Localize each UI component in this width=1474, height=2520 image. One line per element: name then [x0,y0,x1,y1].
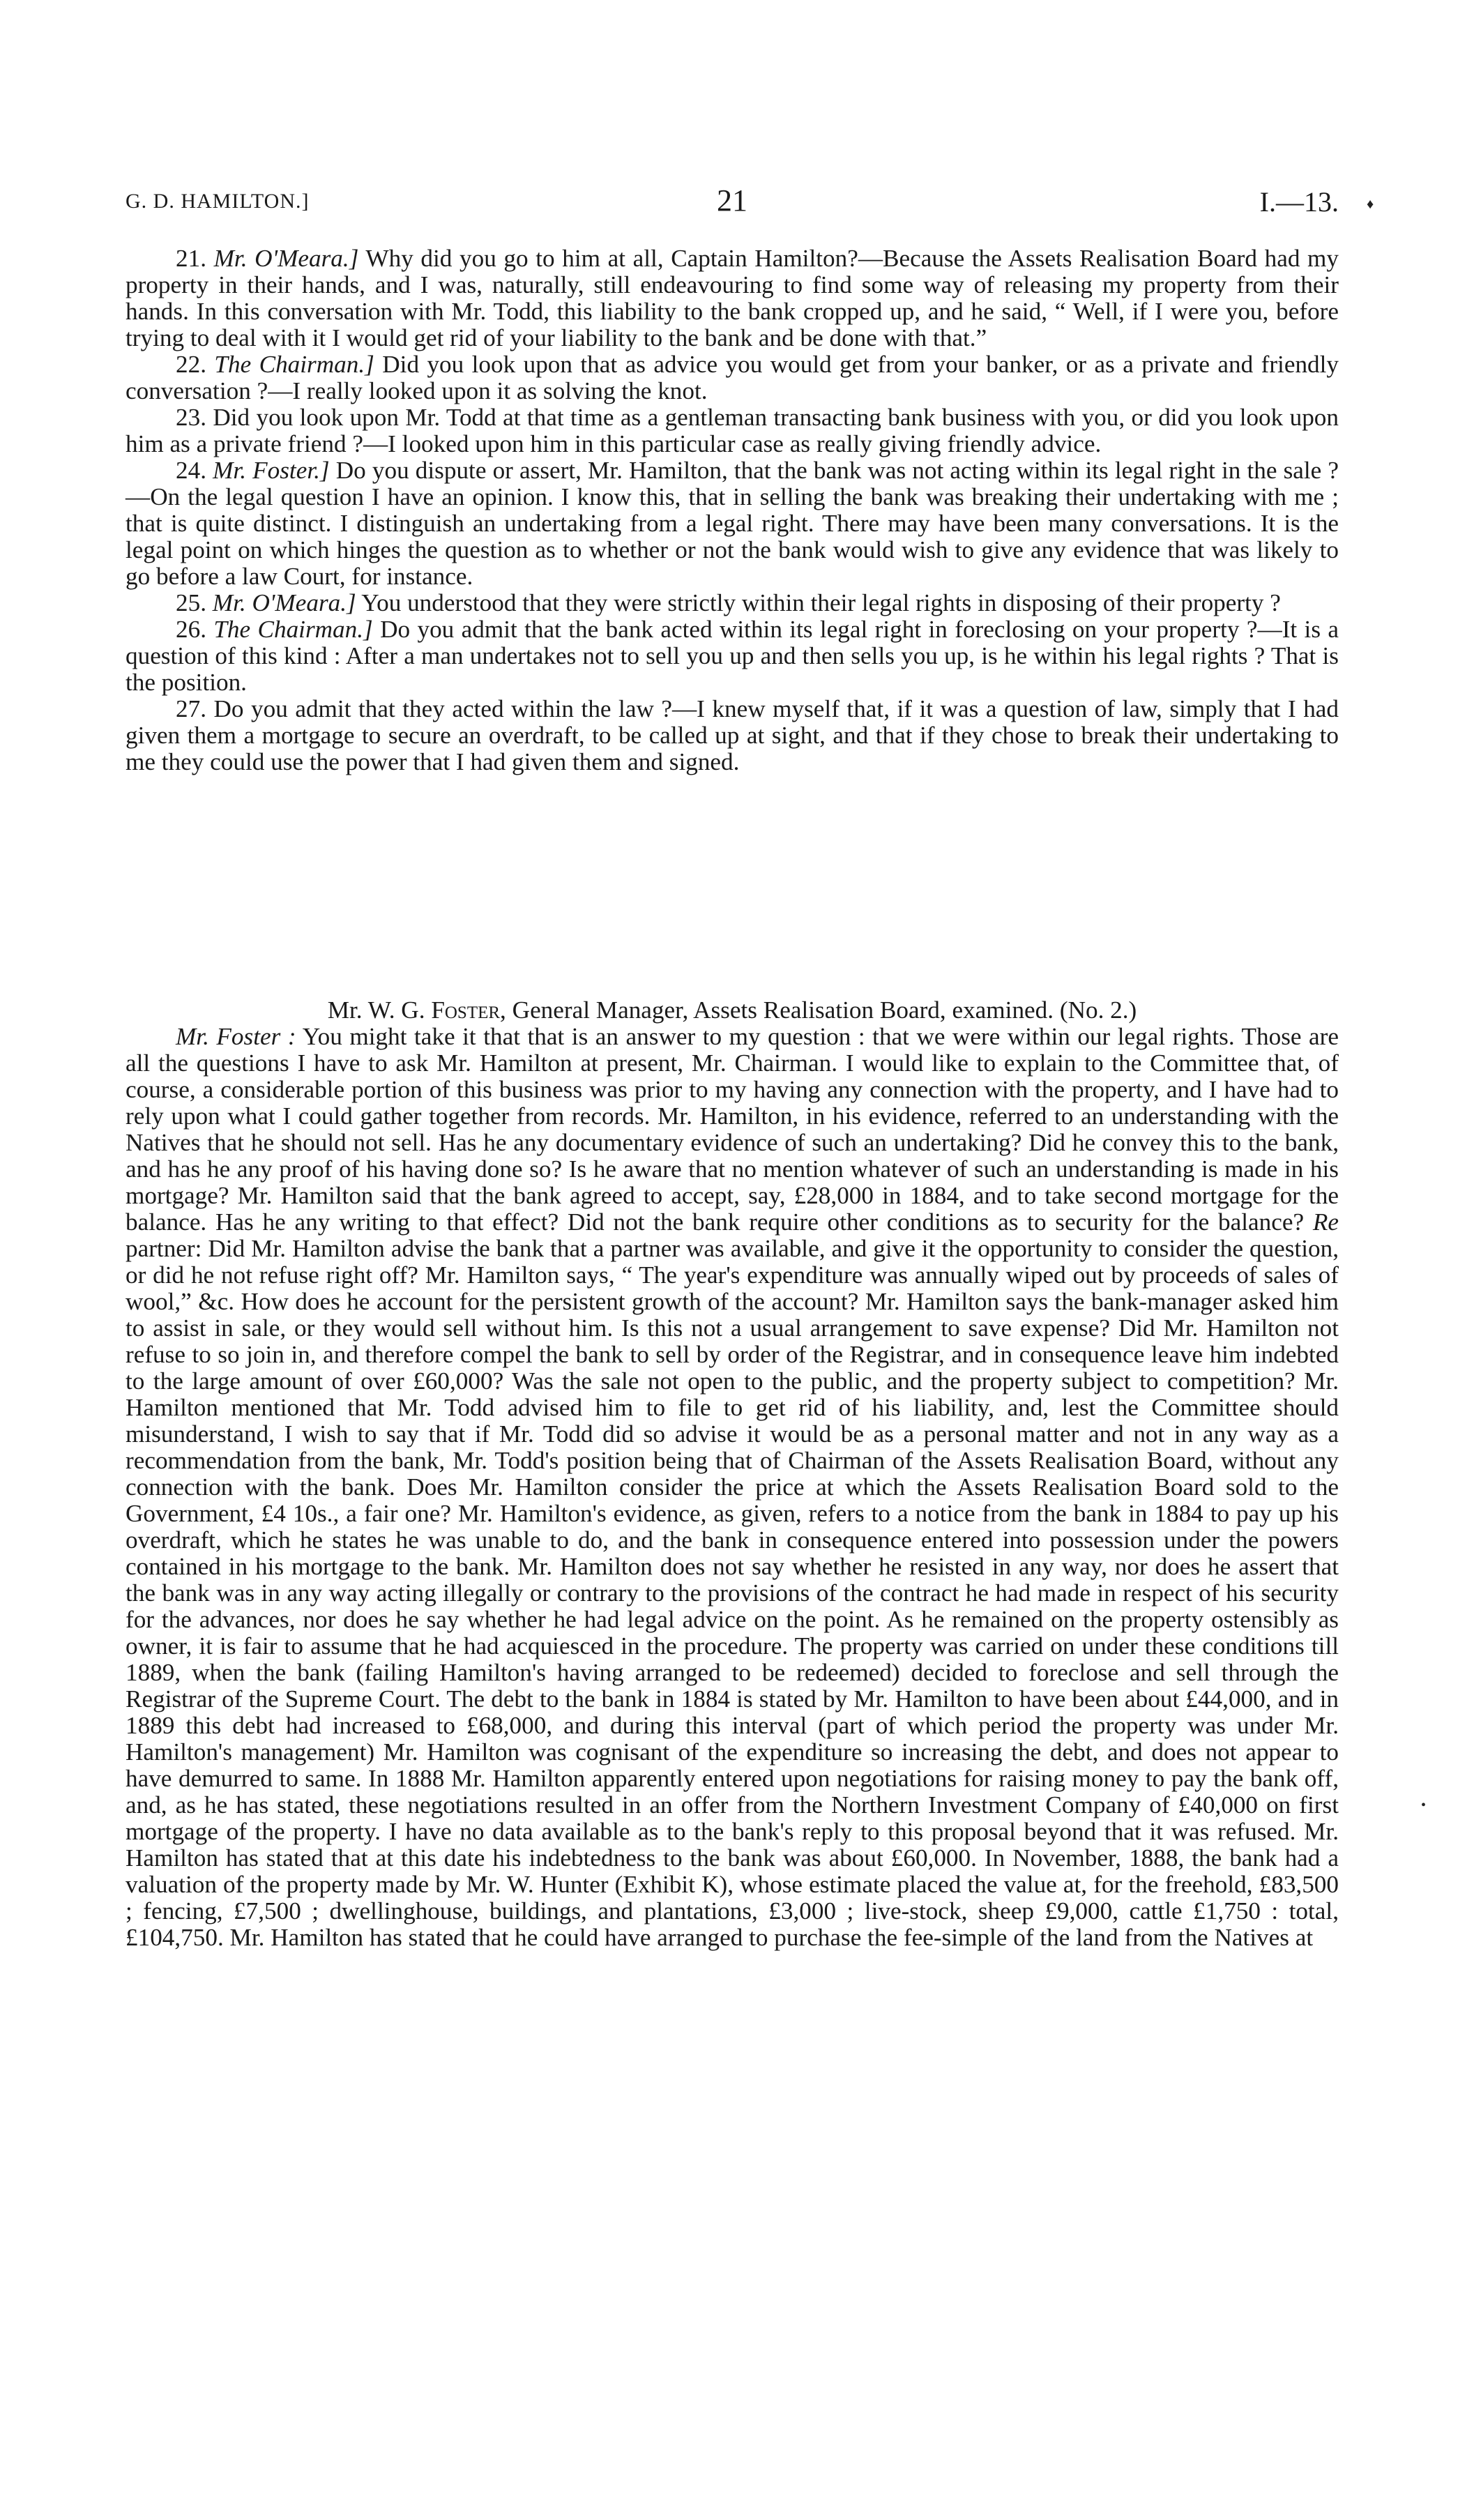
margin-dot: • [1421,1798,1427,1813]
page-header [126,183,1339,225]
witness-name-header: G. D. HAMILTON.] [126,190,310,213]
qa-paragraph-25 [126,590,1339,616]
document-page [126,0,1427,2520]
qa-text: Did you look upon that as advice you would get from your banker, or as a private and friendly conversation ?—I really looked upon it as solving the knot. [126,351,1339,404]
question-number: 24. [176,457,206,484]
speaker-label: Mr. Foster.] [213,457,330,484]
speaker-label: Mr. O'Meara.] [212,589,356,616]
statement-text-continued: partner: Did Mr. Hamilton advise the bank that a partner was available, and give it the opportunity to consider the question, or did he not refuse right off? Mr. Hamilton says, “ The year's expenditure was annually wiped out by proceeds of sales of wool,” &c. How does he account for the persistent growth of the account? Mr. Hamilton says the bank-manager asked him to assist in sale, or they would sell without him. Is this not a usual arrangement to save expense? Did Mr. Hamilton not refuse to so join in, and therefore compel the bank to sell by order of the Registrar, and in consequence leave him indebted to the large amount of over £60,000? Was the sale not open to the public, and the property subject to competition? Mr. Hamilton mentioned that Mr. Todd advised him to file to get rid of his liability, and, lest the Committee should misunderstand, I wish to say that if Mr. Todd did so advise it would be as a personal matter and not in any way as a recommendation from the bank, Mr. Todd's position being that of Chairman of the Assets Realisation Board, without any connection with the bank. Does Mr. Hamilton consider the price at which the Assets Realisation Board sold to the Government, £4 10s., a fair one? Mr. Hamilton's evidence, as given, refers to a notice from the bank in 1884 to pay up his overdraft, which he states he was unable to do, and the bank in consequence entered into possession under the powers contained in his mortgage to the bank. Mr. Hamilton does not say whether he resisted in any way, nor does he assert that the bank was in any way acting illegally or contrary to the provisions of the contract he had made in respect of his security for the advances, nor does he say whether he had legal advice on the point. As he remained on the property ostensibly as owner, it is fair to assume that he had acquiesced in the procedure. The property was carried on under these conditions till 1889, when the bank (failing Hamilton's having arranged to be redeemed) decided to foreclose and sell through the Registrar of the Supreme Court. The debt to the bank in 1884 is stated by Mr. Hamilton to have been about £44,000, and in 1889 this debt had increased to £68,000, and during this interval (part of which period the property was under Mr. Hamilton's management) Mr. Hamilton was cognisant of the expenditure so increasing the debt, and does not appear to have demurred to same. In 1888 Mr. Hamilton apparently entered upon negotiations for raising money to pay the bank off, and, as he has stated, these negotiations resulted in an offer from the Northern Investment Company of £40,000 on first mortgage of the property. I have no data available as to the bank's reply to this proposal beyond that it was refused. Mr. Hamilton has stated that at this date his indebtedness to the bank was about £60,000. In November, 1888, the bank had a valuation of the property made by Mr. W. Hunter (Exhibit K), whose estimate placed the value at, for the freehold, £83,500 ; fencing, £7,500 ; dwellinghouse, buildings, and plantations, £3,000 ; live-stock, sheep £9,000, cattle £1,750 : total, £104,750. Mr. Hamilton has stated that he could have arranged to purchase the fee-simple of the land from the Natives at [126,1235,1339,1951]
page-number: 21 [717,183,747,218]
witness-surname: Foster, [431,996,506,1024]
qa-text: Did you look upon Mr. Todd at that time as a gentleman transacting bank business with you, or did you look upon him as a private friend ?—I looked upon him in this particular case as really giving friendly advice. [126,404,1339,457]
qa-text: Why did you go to him at all, Captain Hamilton?—Because the Assets Realisation Board had my property in their hands, and I was, naturally, still endeavouring to find some way of releasing my property from their hands. In this conversation with Mr. Todd, this liability to the bank cropped up, and he said, “ Well, if I were you, before trying to deal with it I would get rid of your liability to the bank and be done with that.” [126,245,1339,351]
statement-text: You might take it that that is an answer to my question : that we were within our legal rights. Those are all the questions I have to ask Mr. Hamilton at present, Mr. Chairman. I would like to explain to the Committee that, of course, a considerable portion of this business was prior to my having any connection with the property, and I have had to rely upon what I could gather together from records. Mr. Hamilton, in his evidence, referred to an understanding with the Natives that he should not sell. Has he any documentary evidence of such an undertaking? Did he convey this to the bank, and has he any proof of his having done so? Is he aware that no mention whatever of such an understanding is made in his mortgage? Mr. Hamilton said that the bank agreed to accept, say, £28,000 in 1884, and to take second mortgage for the balance. Has he any writing to that effect? Did not the bank require other conditions as to security for the balance? [126,1023,1339,1236]
qa-text: Do you dispute or assert, Mr. Hamilton, that the bank was not acting within its legal right in the sale ?—On the legal question I have an opinion. I know this, that in selling the bank was breaking their undertaking with me ; that is quite distinct. I distinguish an undertaking from a legal right. There may have been many conversations. It is the legal point on which hinges the question as to whether or not the bank would wish to give any evidence that was likely to go before a law Court, for instance. [126,457,1339,590]
qa-paragraph-27 [126,696,1339,775]
qa-text: Do you admit that the bank acted within its legal right in foreclosing on your property ?—It is a question of this kind : After a man undertakes not to sell you up and then sells you up, is he within his legal rights ? That is the position. [126,616,1339,696]
qa-section [126,245,1339,775]
margin-mark: ♦ [1367,197,1374,212]
qa-text: You understood that they were strictly within their legal rights in disposing of their property ? [361,589,1281,616]
re-label: Re [1312,1208,1339,1236]
question-number: 23. [176,404,206,431]
question-number: 27. [176,695,206,722]
qa-text: Do you admit that they acted within the law ?—I knew myself that, if it was a question of law, simply that I had given them a mortgage to secure an overdraft, to be called up at sight, and that if they chose to break their undertaking to me they could use the power that I had given them and signed. [126,695,1339,775]
witness-section [126,997,1339,1951]
speaker-label: Mr. O'Meara.] [213,245,359,272]
question-number: 25. [176,589,206,616]
speaker-label: The Chairman.] [213,616,373,643]
qa-paragraph-22 [126,351,1339,404]
qa-paragraph-23 [126,404,1339,457]
qa-paragraph-21 [126,245,1339,351]
statement-paragraph [126,1024,1339,1951]
speaker-label: Mr. Foster : [176,1023,296,1050]
qa-paragraph-26 [126,616,1339,696]
question-number: 22. [176,351,206,378]
witness-initials: Mr. W. G. [327,996,425,1024]
document-reference: I.—13. [1259,186,1339,218]
qa-paragraph-24 [126,457,1339,590]
question-number: 21. [176,245,206,272]
question-number: 26. [176,616,206,643]
witness-description: General Manager, Assets Realisation Board, examined. (No. 2.) [512,996,1137,1024]
speaker-label: The Chairman.] [214,351,374,378]
section-title [126,997,1339,1024]
